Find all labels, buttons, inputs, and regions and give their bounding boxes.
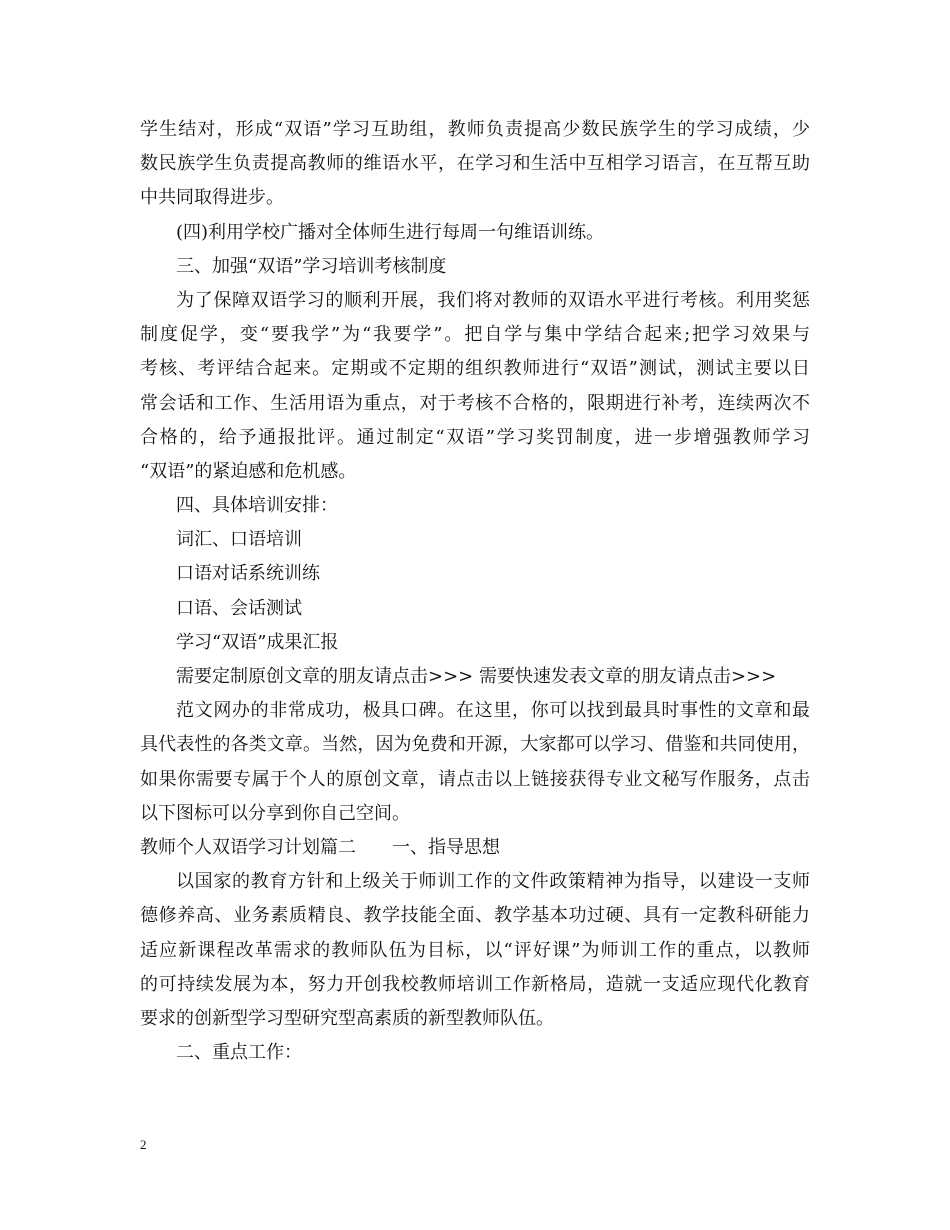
paragraph-line: 的可持续发展为本，努力开创我校教师培训工作新格局，造就一支适应现代化教育 <box>140 973 810 995</box>
list-item: 学习“双语”成果汇报 <box>176 631 339 653</box>
paragraph-line: 要求的创新型学习型研究型高素质的新型教师队伍。 <box>140 1007 554 1029</box>
paragraph-line: 中共同取得进步。 <box>140 187 284 209</box>
paragraph-line: 范文网办的非常成功，极具口碑。在这里，你可以找到最具时事性的文章和最 <box>176 700 810 722</box>
paragraph-line: “双语”的紧迫感和危机感。 <box>140 460 357 482</box>
paragraph-line: 学生结对，形成“双语”学习互助组，教师负责提高少数民族学生的学习成绩，少 <box>140 119 810 140</box>
paragraph-line: 适应新课程改革需求的教师队伍为目标，以“评好课”为师训工作的重点，以教师 <box>140 939 810 961</box>
section-heading: 四、具体培训安排： <box>176 495 338 517</box>
page-number: 2 <box>140 1137 147 1152</box>
paragraph-line: 具代表性的各类文章。当然，因为免费和开源，大家都可以学习、借鉴和共同使用， <box>140 734 810 756</box>
paragraph-line: 为了保障双语学习的顺利开展，我们将对教师的双语水平进行考核。利用奖惩 <box>176 289 810 311</box>
paragraph-line: (四)利用学校广播对全体师生进行每周一句维语训练。 <box>176 221 605 243</box>
list-item: 词汇、口语培训 <box>176 529 302 551</box>
paragraph-line: 如果你需要专属于个人的原创文章，请点击以上链接获得专业文秘写作服务，点击 <box>140 768 810 790</box>
paragraph-line: 常会话和工作、生活用语为重点，对于考核不合格的，限期进行补考，连续两次不 <box>140 392 810 414</box>
section-heading: 三、加强“双语”学习培训考核制度 <box>176 255 447 277</box>
document-body <box>140 113 810 1070</box>
paragraph-line: 以下图标可以分享到你自己空间。 <box>140 802 410 824</box>
paragraph-line: 合格的，给予通报批评。通过制定“双语”学习奖罚制度，进一步增强教师学习 <box>140 426 810 448</box>
paragraph-line: 考核、考评结合起来。定期或不定期的组织教师进行“双语”测试，测试主要以日 <box>140 358 810 380</box>
article-title-line: 教师个人双语学习计划篇二 一、指导思想 <box>140 836 500 858</box>
list-item: 口语对话系统训练 <box>176 563 320 585</box>
paragraph-line: 以国家的教育方针和上级关于师训工作的文件政策精神为指导，以建设一支师 <box>176 871 810 893</box>
paragraph-line: 数民族学生负责提高教师的维语水平，在学习和生活中互相学习语言，在互帮互助 <box>140 153 810 175</box>
list-item: 口语、会话测试 <box>176 597 302 619</box>
paragraph-line: 制度促学，变“要我学”为“我要学”。把自学与集中学结合起来;把学习效果与 <box>140 324 810 346</box>
paragraph-line: 德修养高、业务素质精良、教学技能全面、教学基本功过硬、具有一定教科研能力 <box>140 905 810 927</box>
section-heading: 二、重点工作： <box>176 1042 302 1064</box>
promo-links[interactable]: 需要定制原创文章的朋友请点击>>> 需要快速发表文章的朋友请点击>>> <box>176 666 777 687</box>
